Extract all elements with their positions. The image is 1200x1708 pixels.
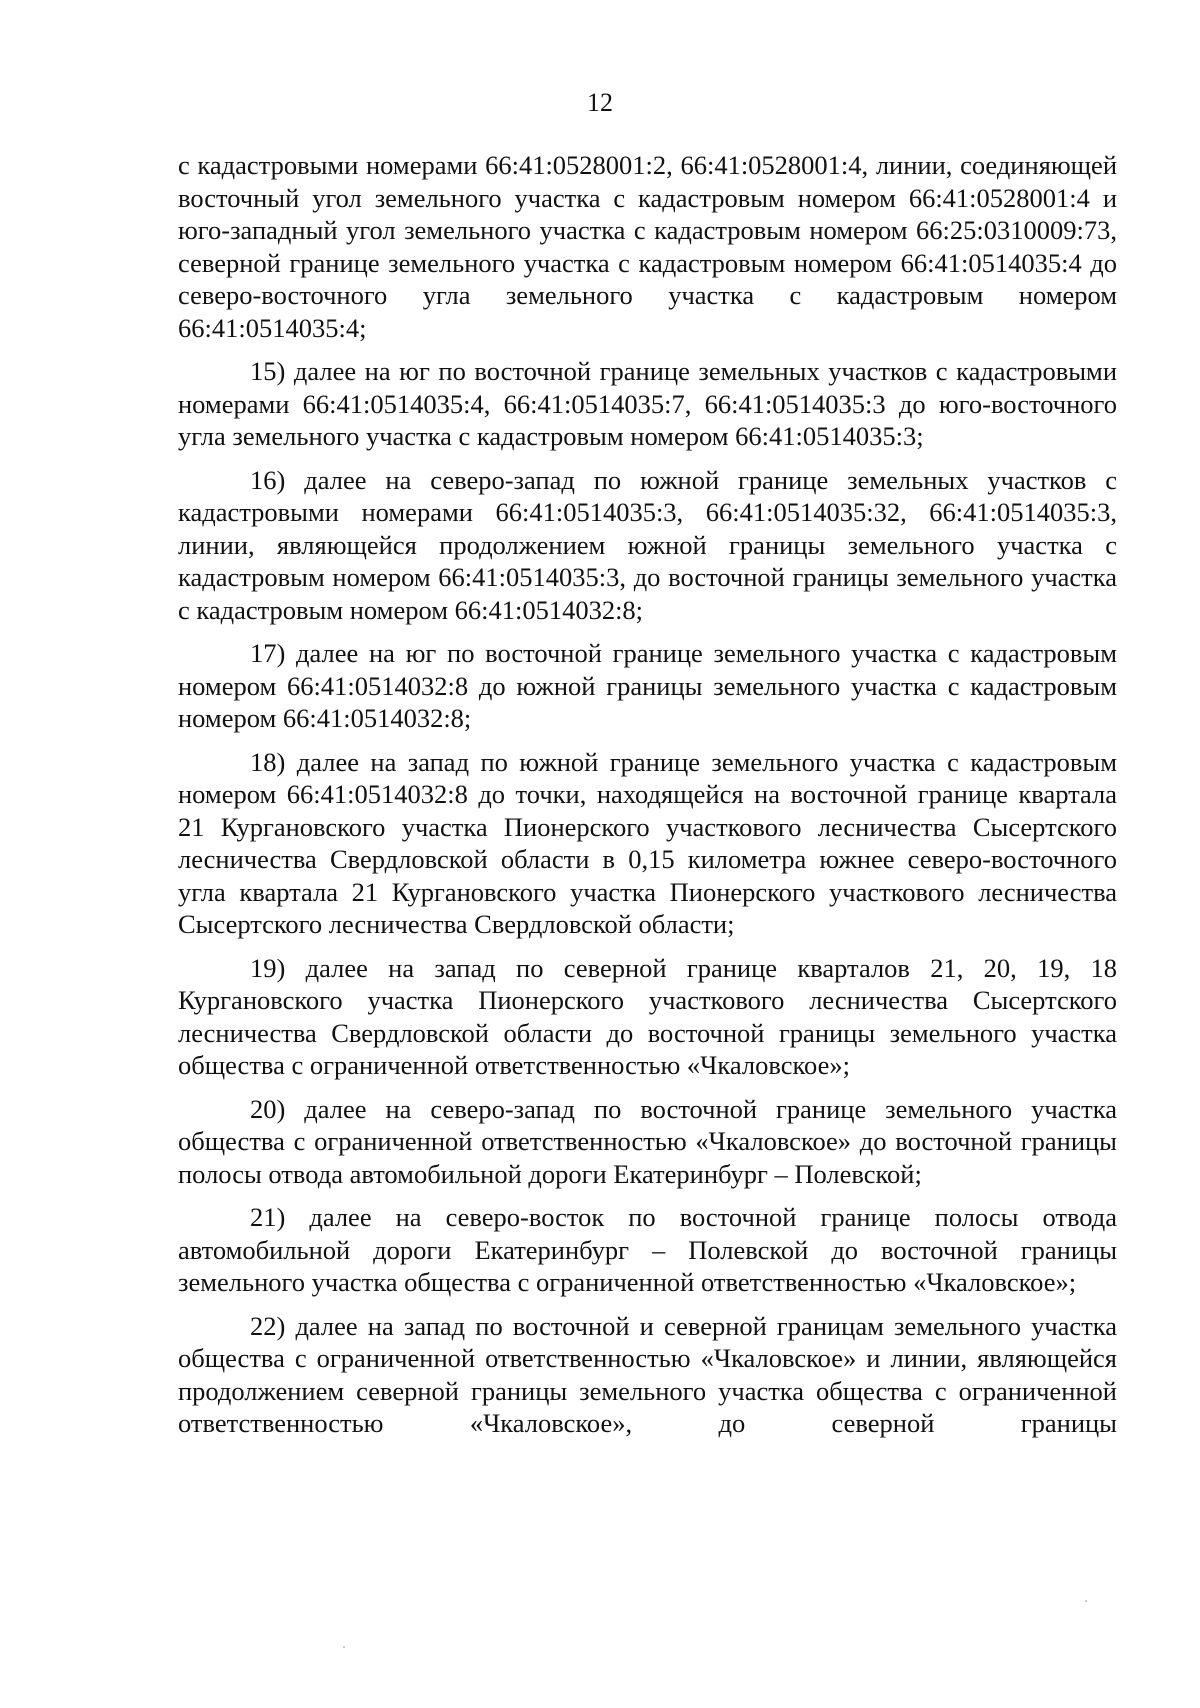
item-text: далее на запад по восточной и северной границам земельного участка общества с ограниченной ответственностью «Чкаловское» и линии, являющейся продолжением северной границы земельного участка общества с ограниченной ответственностью «Чкаловское», до северной границы <box>178 1310 1118 1438</box>
document-body <box>178 149 1117 1440</box>
list-item-21 <box>178 1201 1117 1299</box>
list-item-17 <box>178 637 1117 735</box>
item-number: 18) <box>250 746 286 777</box>
item-text: далее на северо-восток по восточной границе полосы отвода автомобильной дороги Екатеринбург – Полевской до восточной границы земельного участка общества с ограниченной ответственностью «Чкаловское»; <box>178 1202 1118 1297</box>
list-item-19 <box>178 952 1117 1082</box>
page-number: 12 <box>587 88 613 117</box>
item-number: 19) <box>250 952 286 983</box>
item-text: далее на запад по южной границе земельного участка с кадастровым номером 66:41:0514032:8 до точки, находящейся на восточной границе квартала 21 Кургановского участка Пионерского участкового лесничества Сысертского лесничества Свердловской области в 0,15 километра южнее северо-восточного угла квартала 21 Кургановского участка Пионерского участкового лесничества Сысертского лесничества Свердловской области; <box>178 746 1117 939</box>
item-number: 15) <box>250 356 286 386</box>
list-item-15 <box>178 355 1117 453</box>
item-number: 21) <box>250 1202 286 1232</box>
list-item-18 <box>178 746 1117 941</box>
item-number: 16) <box>250 464 286 495</box>
scan-speck <box>343 1646 345 1648</box>
continuation-paragraph: с кадастровыми номерами 66:41:0528001:2, 66:41:0528001:4, линии, соединяющей восточный угол земельного участка с кадастровым номером 66:41:0528001:4 и юго-западный угол земельного участка с кадастровым номером 66:25:0310009:73, северной границе земельного участка с кадастровым номером 66:41:0514035:4 до северо-восточного угла земельного участка с кадастровым номером 66:41:0514035:4; <box>178 150 1117 343</box>
item-text: далее на запад по северной границе кварталов 21, 20, 19, 18 Кургановского участка Пионерского участкового лесничества Сысертского лесничества Свердловской области до восточной границы земельного участка общества с ограниченной ответственностью «Чкаловское»; <box>178 952 1118 1080</box>
item-number: 20) <box>250 1093 286 1124</box>
item-text: далее на северо-запад по восточной границе земельного участка общества с ограниченной ответственностью «Чкаловское» до восточной границы полосы отвода автомобильной дороги Екатеринбург – Полевской; <box>178 1093 1118 1189</box>
item-text: далее на юг по восточной границе земельных участков с кадастровыми номерами 66:41:0514035:4, 66:41:0514035:7, 66:41:0514035:3 до юго-восточного угла земельного участка с кадастровым номером 66:41:0514035:3; <box>178 356 1118 451</box>
list-item-22 <box>178 1310 1117 1440</box>
scan-speck <box>1085 1600 1087 1602</box>
list-item-20 <box>178 1093 1117 1191</box>
item-number: 17) <box>250 638 286 668</box>
item-number: 22) <box>250 1310 286 1341</box>
item-text: далее на северо-запад по южной границе земельных участков с кадастровыми номерами 66:41:0514035:3, 66:41:0514035:32, 66:41:0514035:3, линии, являющейся продолжением южной границы земельного участка с кадастровым номером 66:41:0514035:3, до восточной границы земельного участка с кадастровым номером 66:41:0514032:8; <box>178 464 1118 625</box>
list-item-16 <box>178 464 1117 627</box>
item-text: далее на юг по восточной границе земельного участка с кадастровым номером 66:41:0514032:8 до южной границы земельного участка с кадастровым номером 66:41:0514032:8; <box>178 638 1118 733</box>
